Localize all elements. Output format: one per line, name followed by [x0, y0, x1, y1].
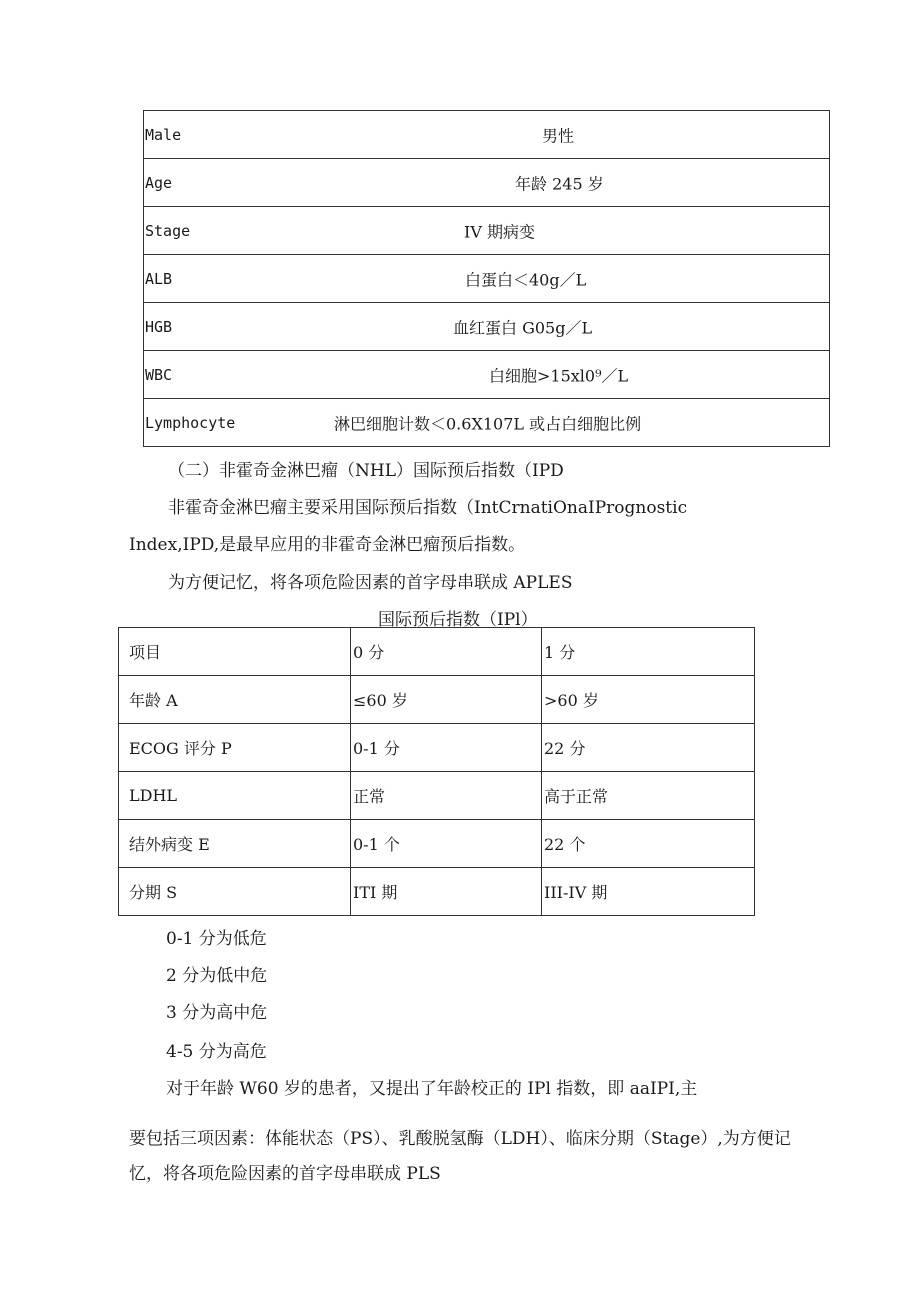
- factor-name: WBC: [145, 365, 173, 384]
- table-cell: ECOG 评分 P: [119, 724, 351, 772]
- table-cell: ≤60 岁: [351, 676, 542, 724]
- factor-name: HGB: [145, 317, 173, 336]
- table-cell: >60 岁: [542, 676, 755, 724]
- table-row: [119, 820, 755, 868]
- risk-level: 2 分为低中危: [166, 966, 268, 986]
- table-header-row: [119, 628, 755, 676]
- table-cell: 正常: [351, 772, 542, 820]
- table-cell: 分期 S: [119, 868, 351, 916]
- table-row: [119, 772, 755, 820]
- factor-criterion: 血红蛋白 G05g／L: [453, 318, 593, 337]
- ipi-table: [118, 627, 755, 916]
- paragraph-line: 为方便记忆，将各项危险因素的首字母串联成 APLES: [168, 573, 573, 593]
- factor-criterion: 白蛋白＜40g／L: [465, 270, 587, 289]
- table-cell: 结外病变 E: [119, 820, 351, 868]
- factor-criterion: 男性: [542, 126, 575, 145]
- table-cell: III-IV 期: [542, 868, 755, 916]
- factor-name: Stage: [145, 221, 191, 240]
- risk-level: 3 分为高中危: [166, 1003, 268, 1023]
- header-cell: 0 分: [351, 628, 542, 676]
- table-cell: 22 分: [542, 724, 755, 772]
- risk-level: 0-1 分为低危: [166, 929, 267, 949]
- table-cell: 高于正常: [542, 772, 755, 820]
- factor-criterion: 淋巴细胞计数＜0.6X107L 或占白细胞比例: [334, 414, 642, 433]
- factor-criterion: 年龄 245 岁: [515, 174, 604, 193]
- paragraph-line: 忆，将各项危险因素的首字母串联成 PLS: [129, 1164, 441, 1184]
- header-cell: 项目: [119, 628, 351, 676]
- section-heading: （二）非霍奇金淋巴瘤（NHL）国际预后指数（IPD: [168, 461, 564, 481]
- factor-name: ALB: [145, 269, 173, 288]
- factor-name: Age: [145, 173, 173, 192]
- paragraph-line: 非霍奇金淋巴瘤主要采用国际预后指数（IntCrnatiOnaIPrognostic: [168, 498, 688, 518]
- table-cell: LDHL: [119, 772, 351, 820]
- factor-name: Male: [145, 125, 182, 144]
- risk-level: 4-5 分为高危: [166, 1042, 267, 1062]
- table-cell: 0-1 分: [351, 724, 542, 772]
- factor-criterion: 白细胞>15xl0⁹／L: [489, 366, 629, 385]
- table-cell: ITI 期: [351, 868, 542, 916]
- table-row: [119, 724, 755, 772]
- table-row: [119, 676, 755, 724]
- factor-criterion: IV 期病变: [464, 222, 535, 241]
- paragraph-line: Index,IPD,是最早应用的非霍奇金淋巴瘤预后指数。: [129, 535, 526, 555]
- header-cell: 1 分: [542, 628, 755, 676]
- risk-factor-table: [143, 110, 830, 447]
- paragraph-line: 要包括三项因素：体能状态（PS）、乳酸脱氢酶（LDH）、临床分期（Stage）,为方便记: [129, 1129, 791, 1149]
- table-title: 国际预后指数（IPl）: [378, 610, 538, 630]
- table-cell: 22 个: [542, 820, 755, 868]
- table-cell: 年龄 A: [119, 676, 351, 724]
- table-cell: 0-1 个: [351, 820, 542, 868]
- paragraph-line: 对于年龄 W60 岁的患者，又提出了年龄校正的 IPl 指数，即 aaIPI,主: [166, 1079, 698, 1099]
- table-row: [119, 868, 755, 916]
- factor-name: Lymphocyte: [145, 413, 236, 432]
